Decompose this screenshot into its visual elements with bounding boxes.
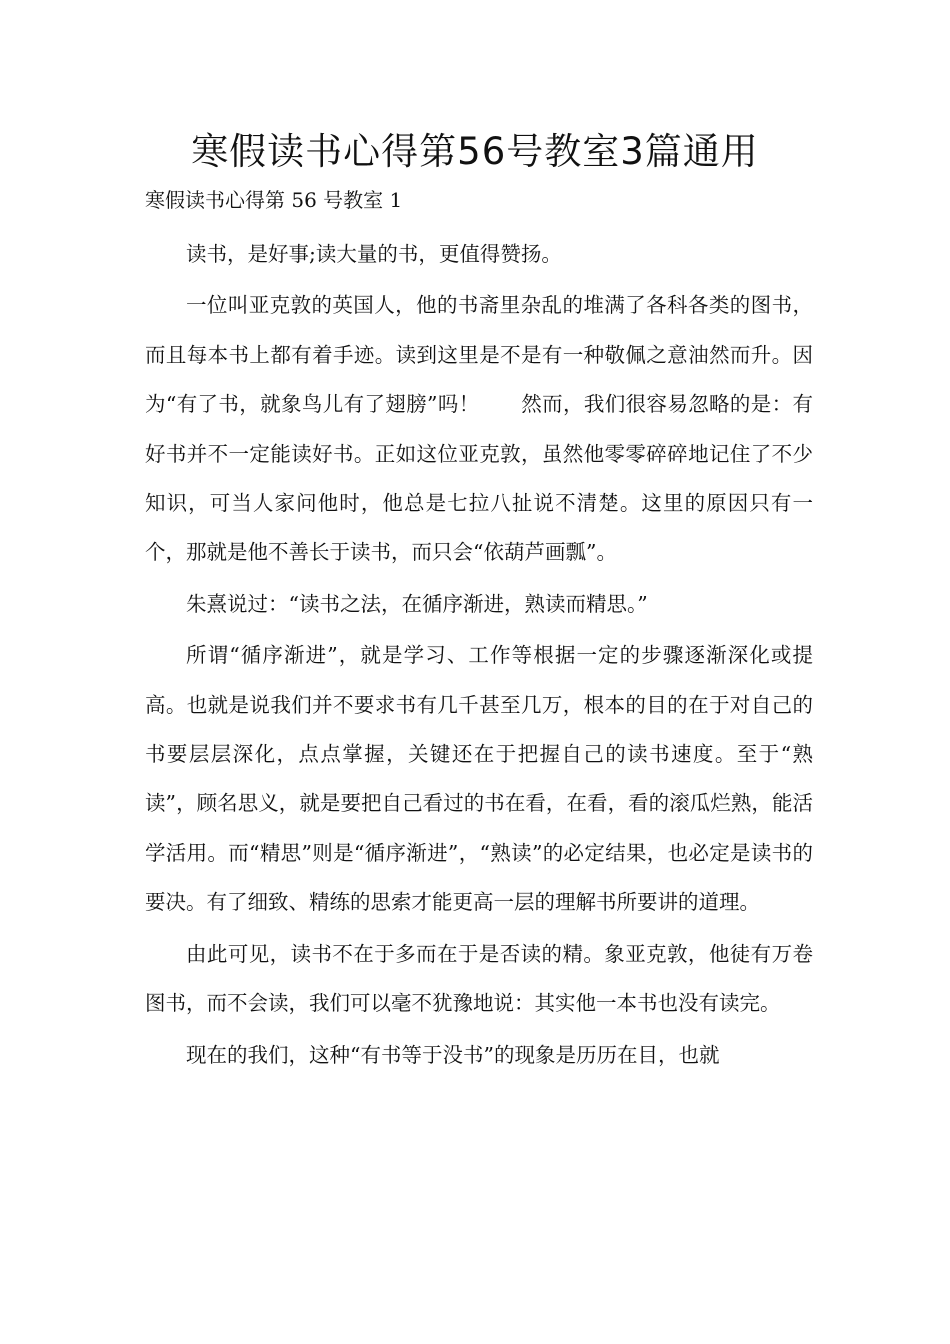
paragraph-1: 读书，是好事;读大量的书，更值得赞扬。 (186, 242, 562, 266)
paragraph-5: 由此可见，读书不在于多而在于是否读的精。象亚克敦，他徒有万卷图书，而不会读，我们可以毫不犹豫地说：其实他一本书也没有读完。 (145, 941, 813, 1016)
paragraph-6: 现在的我们，这种“有书等于没书”的现象是历历在目，也就 (186, 1042, 720, 1067)
document-body (145, 230, 813, 1082)
paragraph-4: 所谓“循序渐进”，就是学习、工作等根据一定的步骤逐渐深化或提高。也就是说我们并不要求书有几千甚至几万，根本的目的在于对自己的书要层层深化，点点掌握，关键还在于把握自己的读书速度。至于“熟读”，顾名思义，就是要把自己看过的书在看，在看，看的滚瓜烂熟，能活学活用。而“精思”则是“循序渐进”，“熟读”的必定结果，也必定是读书的要决。有了细致、精练的思索才能更高一层的理解书所要讲的道理。 (145, 643, 813, 915)
paragraph-3: 朱熹说过：“读书之法，在循序渐进，熟读而精思。” (186, 591, 648, 616)
section-heading: 寒假读书心得第 56 号教室 1 (145, 188, 403, 212)
paragraph-2: 一位叫亚克敦的英国人，他的书斋里杂乱的堆满了各科各类的图书，而且每本书上都有着手迹。读到这里是不是有一种敬佩之意油然而升。因为“有了书，就象鸟儿有了翅膀”吗！ 然而，我们很容易忽略的是：有好书并不一定能读好书。正如这位亚克敦，虽然他零零碎碎地记住了不少知识，可当人家问他时，他总是七拉八扯说不清楚。这里的原因只有一个，那就是他不善长于读书，而只会“依葫芦画瓢”。 (145, 293, 813, 565)
document-title: 寒假读书心得第56号教室3篇通用 (191, 130, 759, 173)
